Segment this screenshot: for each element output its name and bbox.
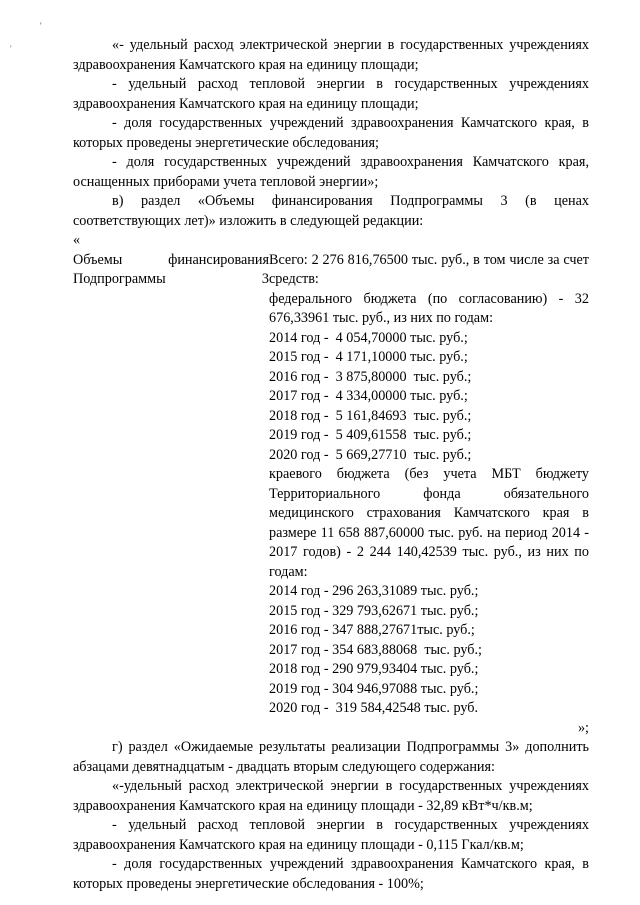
paragraph: в) раздел «Объемы финансирования Подпрограммы 3 (в ценах соответствующих лет)» изложить в следующей редакции: [73,193,589,229]
financing-label: Объемы финансирования Подпрограммы 3 [73,251,269,287]
federal-year-row: 2018 год - 5 161,84693 тыс. руб.; [269,407,472,424]
financing-table [73,251,589,719]
open-quote: « [73,232,81,248]
financing-table-value-cell [269,251,589,719]
margin-mark: ' [10,44,12,54]
paragraph: «-удельный расход электрической энергии в государственных учреждениях здравоохранения Камчатского края на единицу площади - 32,89 кВт*ч/кв.м; [73,778,589,814]
regional-year-row: 2014 год - 296 263,31089 тыс. руб.; [269,583,479,599]
paragraph: - доля государственных учреждений здравоохранения Камчатского края, в которых проведены энергетические обследования - 100%; [73,856,589,892]
close-quote: »; [577,719,589,736]
federal-year-row: 2016 год - 3 875,80000 тыс. руб.; [269,368,472,385]
financing-total: Всего: 2 276 816,76500 тыс. руб., в том числе за счет средств: [269,251,589,287]
regional-year-row: 2017 год - 354 683,88068 тыс. руб.; [269,641,482,658]
paragraph: - доля государственных учреждений здравоохранения Камчатского края, в которых проведены энергетические обследования; [73,115,589,151]
federal-budget-intro: федерального бюджета (по согласованию) - 32 676,33961 тыс. руб., из них по годам: [269,290,589,326]
document-page [73,36,589,894]
regional-year-row: 2015 год - 329 793,62671 тыс. руб.; [269,602,479,619]
regional-year-row: 2020 год - 319 584,42548 тыс. руб. [269,700,479,716]
federal-year-row: 2014 год - 4 054,70000 тыс. руб.; [269,329,468,346]
paragraph: - удельный расход тепловой энергии в государственных учреждениях здравоохранения Камчатского края на единицу площади; [73,76,589,112]
paragraph: - доля государственных учреждений здравоохранения Камчатского края, оснащенных приборами учета тепловой энергии»; [73,154,589,190]
regional-budget-intro: краевого бюджета (без учета МБТ бюджету Территориального фонда обязательного медицинского страхования Камчатского края в размере 11 658 887,60000 тыс. руб. на период 2014 - 2017 годов) - 2 244 140,42539 тыс. руб., из них по годам: [269,466,589,580]
federal-year-row: 2019 год - 5 409,61558 тыс. руб.; [269,427,472,443]
regional-year-row: 2019 год - 304 946,97088 тыс. руб.; [269,680,479,697]
financing-table-label-cell [73,251,269,719]
paragraph: - удельный расход тепловой энергии в государственных учреждениях здравоохранения Камчатского края на единицу площади - 0,115 Гкал/кв.м; [73,817,589,853]
paragraph: «- удельный расход электрической энергии в государственных учреждениях здравоохранения Камчатского края на единицу площади; [73,37,589,73]
federal-year-row: 2020 год - 5 669,27710 тыс. руб.; [269,446,472,463]
margin-mark: ' [40,21,42,31]
federal-year-row: 2017 год - 4 334,00000 тыс. руб.; [269,388,468,404]
federal-year-row: 2015 год - 4 171,10000 тыс. руб.; [269,349,468,365]
regional-year-row: 2018 год - 290 979,93404 тыс. руб.; [269,661,479,677]
paragraph: г) раздел «Ожидаемые результаты реализации Подпрограммы 3» дополнить абзацами девятнадцатым - двадцать вторым следующего содержания: [73,739,589,775]
regional-year-row: 2016 год - 347 888,27671тыс. руб.; [269,622,475,638]
